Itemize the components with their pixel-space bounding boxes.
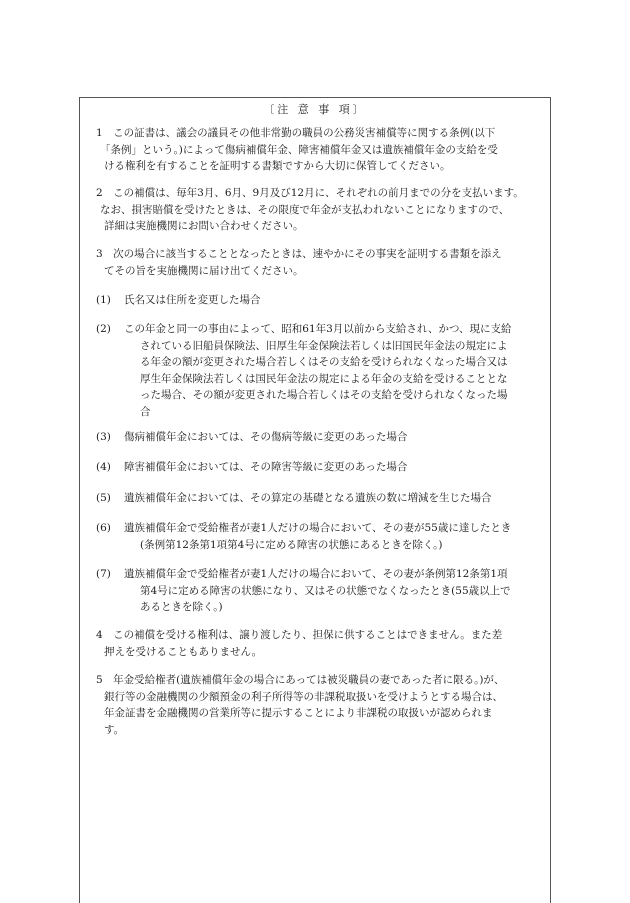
case-1-text: 氏名又は住所を変更した場合 [124,294,261,306]
note-2-line: 2 この補償は、毎年3月、6月、9月及び12月に、それぞれの前月までの分を支払います。 [96,187,524,199]
case-3-text: 傷病補償年金においては、その傷病等級に変更のあった場合 [124,431,408,443]
note-5 [96,672,548,738]
case-5-number: (5) [96,492,111,504]
case-3-number: (3) [96,431,111,443]
case-2-line: った場合、その額が変更された場合若しくはその支給を受けられなくなった場 [140,389,508,401]
note-3-line: 3 次の場合に該当することとなったときは、速やかにその事実を証明する書類を添え [96,248,502,260]
note-4 [96,627,548,660]
case-2-line: 厚生年金保険法若しくは国民年金法の規定による年金の支給を受けることとな [140,372,508,385]
case-2-line: 合 [140,405,151,418]
case-4-text: 障害補償年金においては、その障害等級に変更のあった場合 [124,461,408,473]
note-5-line: 5 年金受給権者(遺族補償年金の場合にあっては被災職員の妻であった者に限る。)が、 [96,674,505,686]
note-1-line: 1 この証書は、議会の議員その他非常勤の職員の公務災害補償等に関する条例(以下 [96,127,496,139]
case-7-line: 遺族補償年金で受給権者が妻1人だけの場合において、その妻が条例第12条第1項 [124,568,508,580]
case-4-number: (4) [96,461,111,473]
note-1-line: ける権利を有することを証明する書類ですから大切に保管してください。 [104,160,451,172]
note-4-line: 押えを受けることもありません。 [104,645,263,658]
note-5-line: 年金証書を金融機関の営業所等に提示することにより非課税の取扱いが認められま [104,707,493,719]
note-3-line: てその旨を実施機関に届け出てください。 [104,264,304,277]
note-2 [96,185,548,235]
case-2-line: る年金の額が変更された場合若しくはその支給を受けられなくなった場合又は [140,356,508,368]
case-6-number: (6) [96,522,111,534]
case-7-line: あるときを除く。) [140,601,223,613]
case-2-number: (2) [96,323,111,335]
case-7-number: (7) [96,568,111,580]
note-5-line: 銀行等の金融機関の少額預金の利子所得等の非課税取扱いを受けようとする場合は、 [104,690,503,703]
case-1-number: (1) [96,294,111,306]
note-2-line: 詳細は実施機関にお問い合わせください。 [104,220,304,232]
note-4-line: 4 この補償を受ける権利は、譲り渡したり、担保に供することはできません。また差 [96,629,503,641]
note-1 [96,125,548,175]
case-6-line: 遺族補償年金で受給権者が妻1人だけの場合において、その妻が55歳に達したとき [124,522,512,534]
case-2-line: この年金と同一の事由によって、昭和61年3月以前から支給され、かつ、現に支給 [124,323,512,335]
note-1-line: 「条例」という。)によって傷病補償年金、障害補償年金又は遺族補償年金の支給を受 [100,143,498,156]
page-title: 〔注 意 事 項〕 [263,103,367,116]
case-5-text: 遺族補償年金においては、その算定の基礎となる遺族の数に増減を生じた場合 [124,492,492,504]
note-3 [96,246,548,279]
case-6-line: (条例第12条第1項第4号に定める障害の状態にあるときを除く。) [140,538,443,551]
note-5-line: す。 [104,723,125,736]
case-7-line: 第4号に定める障害の状態になり、又はその状態でなくなったとき(55歳以上で [140,584,511,597]
note-2-line: なお、損害賠償を受けたときは、その限度で年金が支払われないことになりますので、 [100,203,510,216]
case-2-line: されている旧船員保険法、旧厚生年金保険法若しくは旧国民年金法の規定によ [140,339,508,352]
